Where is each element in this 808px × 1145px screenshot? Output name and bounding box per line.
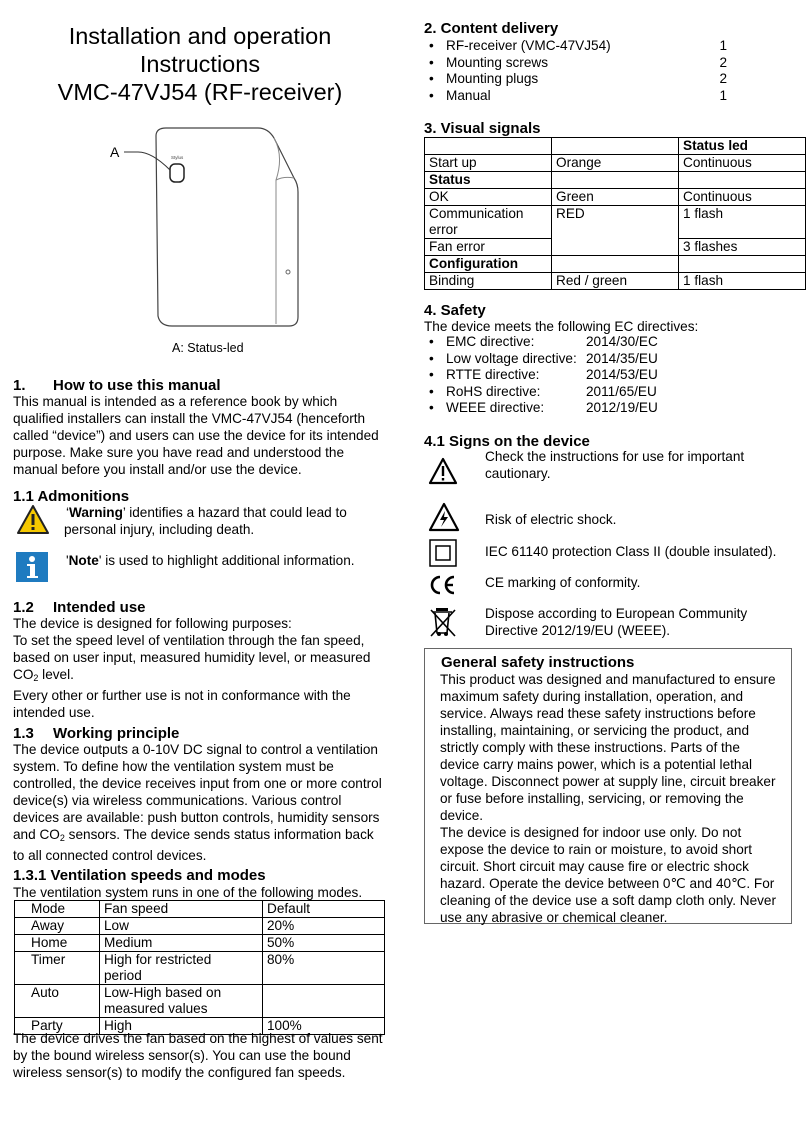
section-1-number: 1. xyxy=(13,377,26,394)
safety-box-heading: General safety instructions xyxy=(441,654,635,671)
content-delivery-list xyxy=(424,38,729,104)
list-item: • RoHS directive: 2011/65/EU xyxy=(424,384,724,401)
warning-icon xyxy=(16,504,50,541)
section-1-line: called “device”) and users can use the device for its intended xyxy=(13,428,379,443)
section-1-3-heading: 1.3 Working principle xyxy=(13,725,180,742)
ce-mark-icon xyxy=(428,573,458,597)
section-1-3-1-heading: 1.3.1 Ventilation speeds and modes xyxy=(13,867,266,884)
visual-signals-table: Status led Start up Orange Continuous Status OK Green Continuous Communication error RED 1 flash Fan error 3 flashes Configuration Binding Red / green 1 flash xyxy=(424,137,806,290)
table-row: Auto Low-High based on measured values xyxy=(15,985,385,1018)
device-figure xyxy=(108,112,308,332)
weee-bin-icon xyxy=(428,606,458,640)
warning-text: ‘Warning’ identifies a hazard that could lead to personal injury, including death. xyxy=(64,505,347,537)
safety-box-body: This product was designed and manufactured to ensure maximum safety during installation, operation, and service. Always read these safety instructions before installing, maintaining, or servicing the product, and strictly comply with these instructions. Parts of the device carry mains power, which is a potential lethal voltage. Disconnect power at supply line, circuit breaker or fuse before installing, servicing, or removing the device. The device is designed for indoor use only. Do not expose the device to rain or moisture, to avoid short circuit. Short circuit may cause fire or electric shock hazard. Operate the device between 0℃ and 40℃. For cleaning of the device use a soft damp cloth only. Never use any abrasive or chemical cleaner. xyxy=(440,672,777,925)
section-2-heading: 2. Content delivery xyxy=(424,20,559,37)
modes-intro: The ventilation system runs in one of the following modes. xyxy=(13,885,363,900)
title-line-2: Instructions xyxy=(139,51,261,77)
section-1-title: How to use this manual xyxy=(53,377,221,394)
status-led xyxy=(170,164,184,182)
table-row: OK Green Continuous xyxy=(425,189,806,206)
section-3-heading: 3. Visual signals xyxy=(424,120,541,137)
sign-weee: Dispose according to European Community Directive 2012/19/EU (WEEE). xyxy=(424,606,794,642)
note-text: 'Note' is used to highlight additional information. xyxy=(66,553,355,568)
modes-table xyxy=(14,900,385,1035)
section-4-1-heading: 4.1 Signs on the device xyxy=(424,433,590,450)
sign-caution: Check the instructions for use for important cautionary. xyxy=(424,449,794,494)
table-row: Party High 100% xyxy=(15,1018,385,1035)
document-title xyxy=(12,22,388,106)
section-1-line: purpose. Make sure you have read and understood the xyxy=(13,445,345,460)
note-keyword: Note xyxy=(68,553,99,568)
section-1-line: This manual is intended as a reference book by which xyxy=(13,394,338,409)
table-row: Timer High for restricted period 80% xyxy=(15,952,385,985)
section-1-1-heading: 1.1 Admonitions xyxy=(13,488,130,505)
section-4-heading: 4. Safety xyxy=(424,302,486,319)
section-1-line: manual before you install and/or use the device. xyxy=(13,462,302,477)
general-safety-box xyxy=(424,648,792,924)
section-1-3-body: The device outputs a 0-10V DC signal to control a ventilation system. To define how the ventilation system must be controlled, the device receives input from one or more control device(s) via wireless communications. Various control devices are available: push button controls, humidity sensors and $CO_2$ sensors. The device sends status information back to all connected control devices. xyxy=(13,742,382,863)
class-ii-icon xyxy=(428,538,458,568)
section-1-2-heading: 1.2 Intended use xyxy=(13,599,146,616)
list-item: • EMC directive: 2014/30/EC xyxy=(424,334,724,351)
table-row: Away Low 20% xyxy=(15,918,385,935)
table-row: Home Medium 50% xyxy=(15,935,385,952)
section-4-intro: The device meets the following EC directives: xyxy=(424,319,699,334)
list-item: • RF-receiver (VMC-47VJ54) 1 xyxy=(424,38,729,55)
caution-triangle-icon xyxy=(428,457,458,485)
figure-caption: A: Status-led xyxy=(172,341,244,355)
list-item: • Mounting screws 2 xyxy=(424,55,729,72)
list-item: • RTTE directive: 2014/53/EU xyxy=(424,367,724,384)
list-item: • WEEE directive: 2012/19/EU xyxy=(424,400,724,417)
directives-list xyxy=(424,334,724,417)
device-logo: Stylus xyxy=(171,155,184,160)
figure-marker-a: A xyxy=(110,144,120,160)
modes-after-text: The device drives the fan based on the highest of values sent by the bound wireless sensor(s). You can use the bound wireless sensor(s) to modify the configured fan speeds. xyxy=(13,1031,383,1080)
electric-shock-icon xyxy=(428,502,460,532)
table-row: Communication error RED 1 flash xyxy=(425,206,806,239)
table-row: Binding Red / green 1 flash xyxy=(425,273,806,290)
section-1-body xyxy=(13,393,393,478)
warning-keyword: Warning xyxy=(69,505,123,520)
title-line-1: Installation and operation xyxy=(68,23,332,49)
section-1-2-body: The device is designed for following purposes: To set the speed level of ventilation through the fan speed, based on user input, measured humidity level, or measured $CO_2$ level. Every other or further use is not in conformance with the intended use. xyxy=(13,616,371,720)
table-row: Start up Orange Continuous xyxy=(425,155,806,172)
sign-class-ii: IEC 61140 protection Class II (double insulated). xyxy=(424,538,794,570)
sign-electric-shock: Risk of electric shock. xyxy=(424,502,794,534)
table-row: Fan error 3 flashes xyxy=(425,239,806,256)
list-item: • Manual 1 xyxy=(424,88,729,105)
title-line-3: VMC-47VJ54 (RF-receiver) xyxy=(57,79,343,105)
section-1-line: qualified installers can install the VMC-47VJ54 (henceforth xyxy=(13,411,366,426)
sign-ce: CE marking of conformity. xyxy=(424,573,794,601)
table-header-row: Mode Fan speed Default xyxy=(15,901,385,918)
note-info-icon xyxy=(16,552,48,587)
device-illustration xyxy=(108,112,308,332)
list-item: • Mounting plugs 2 xyxy=(424,71,729,88)
list-item: • Low voltage directive: 2014/35/EU xyxy=(424,351,724,368)
